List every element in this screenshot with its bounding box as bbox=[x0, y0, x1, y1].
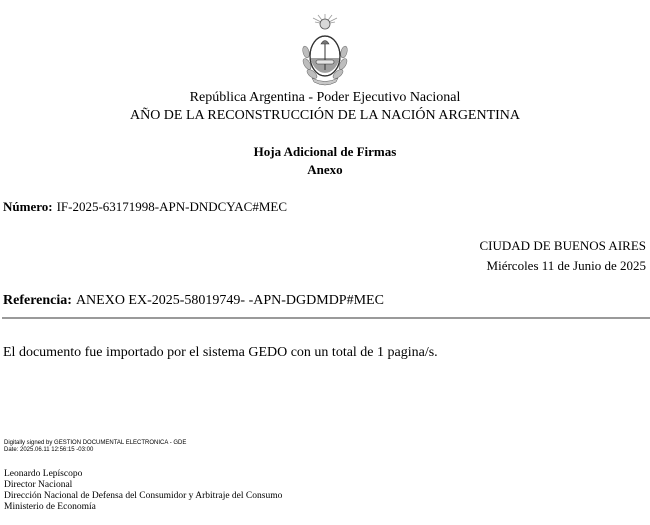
digital-signature-date: Date: 2025.06.11 12:56:15 -03:00 bbox=[4, 447, 94, 453]
header-year-motto: AÑO DE LA RECONSTRUCCIÓN DE LA NACIÓN ARGENTINA bbox=[129, 108, 521, 123]
argentina-coat-of-arms-icon bbox=[300, 12, 350, 88]
digital-signature-meta bbox=[4, 440, 186, 454]
reference-label: Referencia: bbox=[3, 293, 72, 308]
signer-block bbox=[4, 469, 282, 513]
body-text: El documento fue importado por el sistema GEDO con un total de 1 pagina/s. bbox=[3, 345, 438, 360]
date: Miércoles 11 de Junio de 2025 bbox=[486, 258, 646, 273]
signer-ministry: Ministerio de Economía bbox=[4, 502, 96, 512]
reference-value: ANEXO EX-2025-58019749- -APN-DGDMDP#MEC bbox=[75, 293, 384, 308]
document-number-label: Número: bbox=[3, 199, 53, 214]
signer-position: Director Nacional bbox=[4, 480, 73, 490]
signer-office: Dirección Nacional de Defensa del Consumidor y Arbitraje del Consumo bbox=[4, 491, 283, 501]
digital-signature-signer: Digitally signed by GESTION DOCUMENTAL ELECTRONICA - GDE bbox=[4, 440, 187, 446]
city: CIUDAD DE BUENOS AIRES bbox=[479, 238, 646, 253]
reference bbox=[3, 293, 384, 309]
document-title: Hoja Adicional de Firmas bbox=[253, 144, 397, 159]
document-subtitle: Anexo bbox=[307, 162, 343, 177]
divider bbox=[2, 317, 650, 319]
signer-name: Leonardo Lepíscopo bbox=[4, 469, 83, 479]
document-number bbox=[3, 199, 287, 215]
header-republic-line: República Argentina - Poder Ejecutivo Nacional bbox=[189, 90, 461, 105]
document-number-value: IF-2025-63171998-APN-DNDCYAC#MEC bbox=[56, 199, 287, 214]
